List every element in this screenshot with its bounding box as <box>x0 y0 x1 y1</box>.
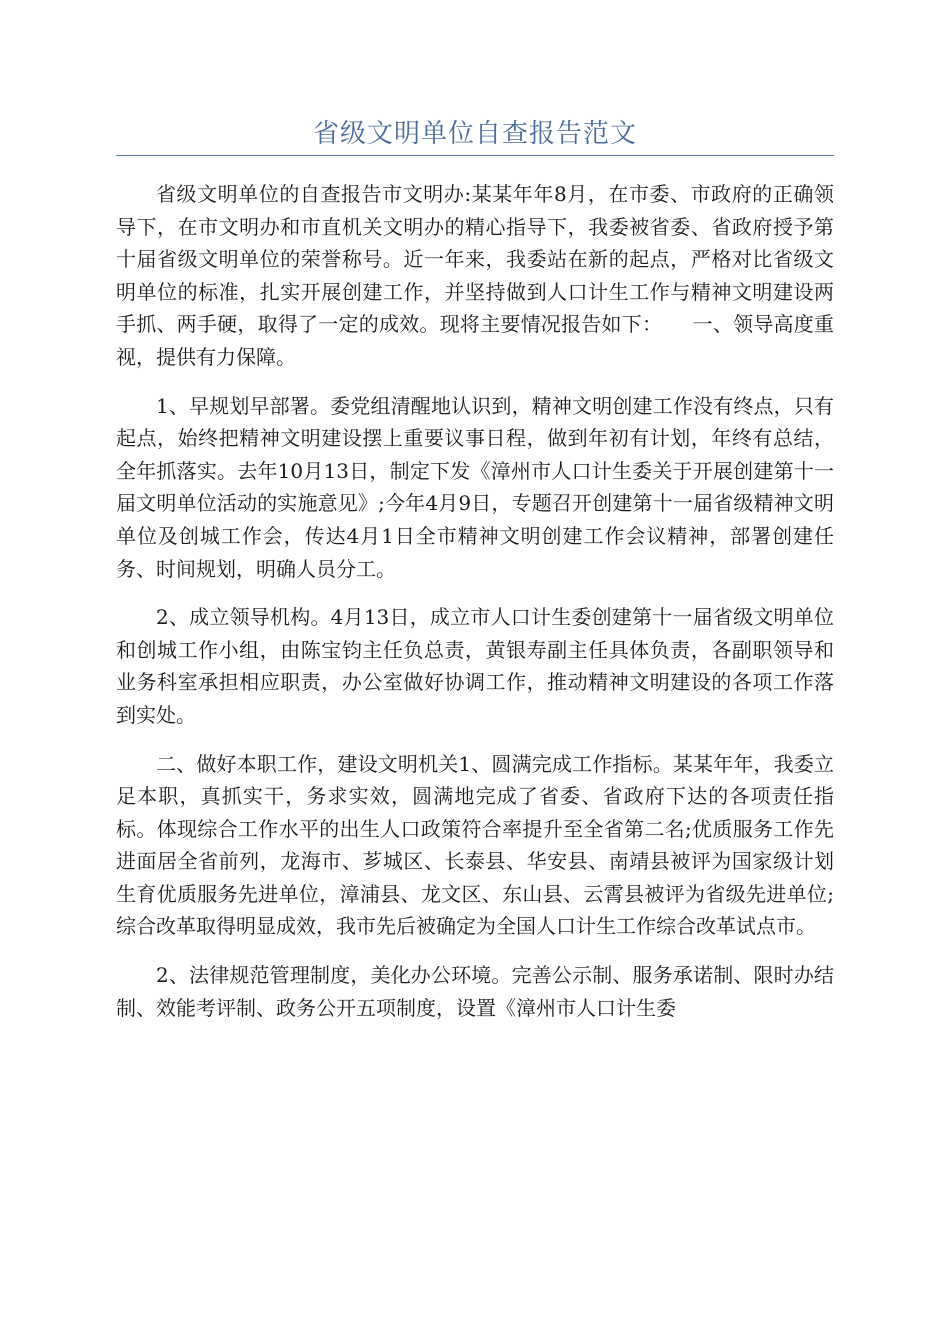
paragraph-rules: 2、法律规范管理制度，美化办公环境。完善公示制、服务承诺制、限时办结制、效能考评制、政务公开五项制度，设置《漳州市人口计生委 <box>116 963 834 1020</box>
title-underline <box>116 155 834 156</box>
paragraph-intro: 省级文明单位的自查报告市文明办:某某年年8月，在市委、市政府的正确领导下，在市文明办和市直机关文明办的精心指导下，我委被省委、省政府授予第十届省级文明单位的荣誉称号。近一年来，我委站在新的起点，严格对比省级文明单位的标准，扎实开展创建工作，并坚持做到人口计生工作与精神文明建设两手抓、两手硬，取得了一定的成效。现将主要情况报告如下： 一、领导高度重视，提供有力保障。 <box>116 182 834 369</box>
document-page <box>116 0 834 1040</box>
document-body <box>116 178 834 1024</box>
paragraph-leadership: 2、成立领导机构。4月13日，成立市人口计生委创建第十一届省级文明单位和创城工作小组，由陈宝钧主任负总责，黄银寿副主任具体负责，各副职领导和业务科室承担相应职责，办公室做好协调工作，推动精神文明建设的各项工作落到实处。 <box>116 605 834 727</box>
document-title: 省级文明单位自查报告范文 <box>312 119 637 149</box>
paragraph-planning: 1、早规划早部署。委党组清醒地认识到，精神文明创建工作没有终点，只有起点，始终把精神文明建设摆上重要议事日程，做到年初有计划，年终有总结，全年抓落实。去年10月13日，制定下发《漳州市人口计生委关于开展创建第十一届文明单位活动的实施意见》;今年4月9日，专题召开创建第十一届省级精神文明单位及创城工作会，传达4月1日全市精神文明创建工作会议精神，部署创建任务、时间规划，明确人员分工。 <box>116 393 834 581</box>
paragraph-work-targets: 二、做好本职工作，建设文明机关1、圆满完成工作指标。某某年年，我委立足本职，真抓实干，务求实效，圆满地完成了省委、省政府下达的各项责任指标。体现综合工作水平的出生人口政策符合率提升至全省第二名;优质服务工作先进面居全省前列，龙海市、芗城区、长泰县、华安县、南靖县被评为国家级计划生育优质服务先进单位，漳浦县、龙文区、东山县、云霄县被评为省级先进单位;综合改革取得明显成效，我市先后被确定为全国人口计生工作综合改革试点市。 <box>116 751 834 939</box>
